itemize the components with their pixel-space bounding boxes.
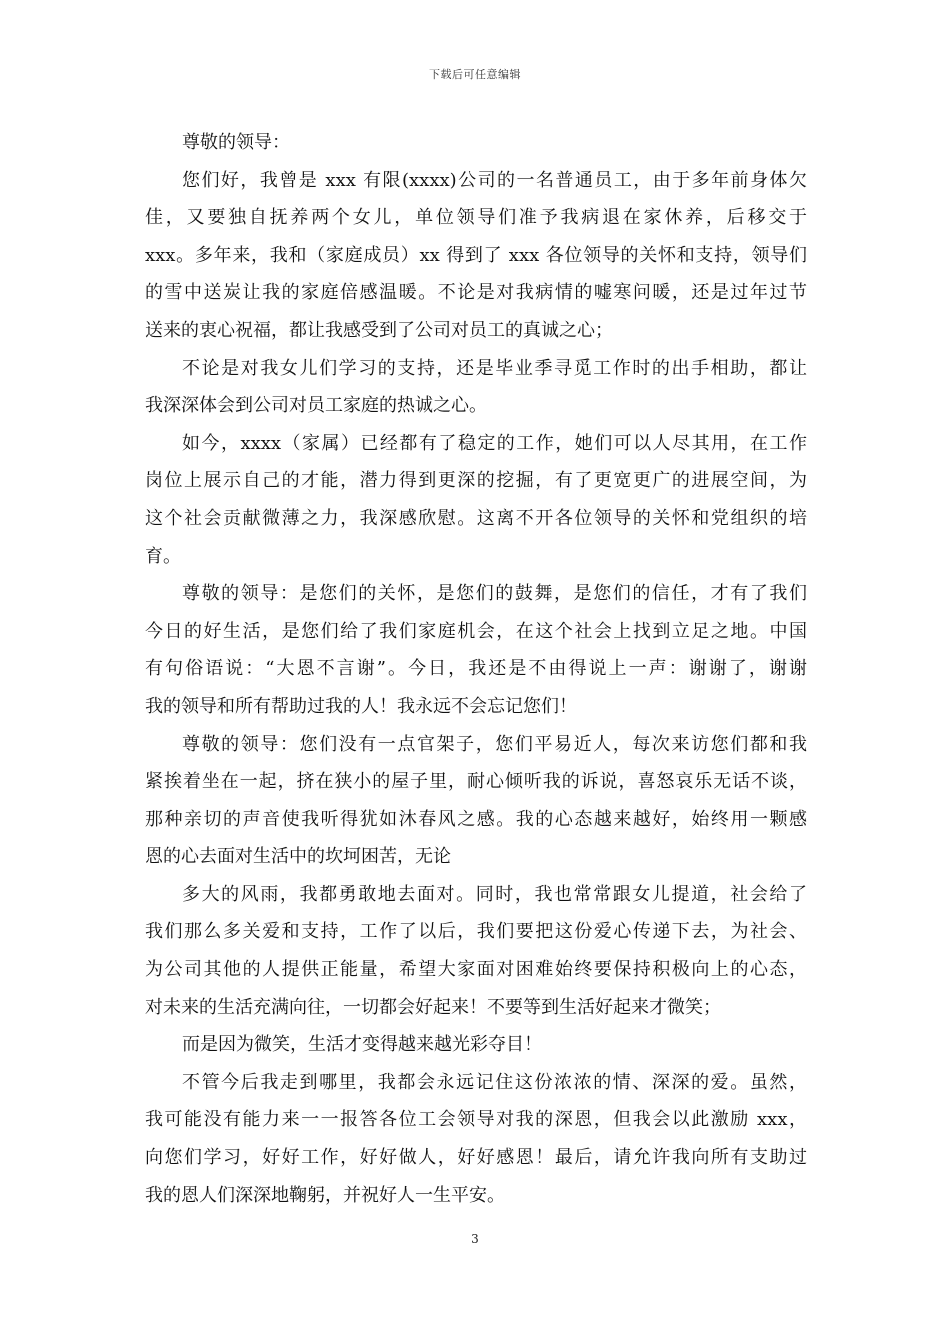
text-line: 我的领导和所有帮助过我的人！我永远不会忘记您们！ (145, 695, 577, 717)
text-line: 不论是对我女儿们学习的支持，还是毕业季寻觅工作时的出手相助，都让 (182, 357, 807, 379)
text-line: 这个社会贡献微薄之力，我深感欣慰。这离不开各位领导的关怀和党组织的培 (145, 507, 807, 529)
text-line: 我深深体会到公司对员工家庭的热诚之心。 (145, 395, 487, 417)
text-line: xxx。多年来，我和（家庭成员）xx 得到了 xxx 各位领导的关怀和支持，领导们 (145, 244, 807, 266)
text-line: 多大的风雨，我都勇敢地去面对。同时，我也常常跟女儿提道，社会给了 (182, 883, 807, 905)
text-line: 岗位上展示自己的才能，潜力得到更深的挖掘，有了更宽更广的进展空间，为 (145, 470, 807, 492)
text-line: 尊敬的领导：是您们的关怀，是您们的鼓舞，是您们的信任，才有了我们 (182, 583, 807, 605)
text-line: 有句俗语说：“大恩不言谢”。今日，我还是不由得说上一声：谢谢了，谢谢 (145, 658, 807, 680)
text-line: 您们好，我曾是 xxx 有限(xxxx)公司的一名普通员工，由于多年前身体欠 (182, 169, 807, 191)
text-line: 佳，又要独自抚养两个女儿，单位领导们准予我病退在家休养，后移交于 (145, 207, 807, 229)
text-line: 那种亲切的声音使我听得犹如沐春风之感。我的心态越来越好，始终用一颗感 (145, 808, 807, 830)
text-line: 的雪中送炭让我的家庭倍感温暖。不论是对我病情的嘘寒问暖，还是过年过节 (145, 282, 807, 304)
text-line: 我的恩人们深深地鞠躬，并祝好人一生平安。 (145, 1184, 505, 1206)
text-line: 恩的心去面对生活中的坎坷困苦，无论 (145, 846, 451, 868)
text-line: 而是因为微笑，生活才变得越来越光彩夺目！ (182, 1034, 542, 1056)
text-line: 紧挨着坐在一起，挤在狭小的屋子里，耐心倾听我的诉说，喜怒哀乐无话不谈， (145, 771, 807, 793)
text-line: 今日的好生活，是您们给了我们家庭机会，在这个社会上找到立足之地。中国 (145, 620, 807, 642)
text-line: 尊敬的领导：您们没有一点官架子，您们平易近人，每次来访您们都和我 (182, 733, 807, 755)
text-line: 我们那么多关爱和支持，工作了以后，我们要把这份爱心传递下去，为社会、 (145, 921, 807, 943)
letter-body (145, 124, 807, 1214)
text-line: 向您们学习，好好工作，好好做人，好好感恩！最后，请允许我向所有支助过 (145, 1147, 807, 1169)
text-line: 尊敬的领导： (182, 132, 290, 153)
text-line: 对未来的生活充满向往，一切都会好起来！不要等到生活好起来才微笑； (145, 996, 721, 1018)
text-line: 如今，xxxx（家属）已经都有了稳定的工作，她们可以人尽其用，在工作 (182, 432, 807, 454)
text-line: 不管今后我走到哪里，我都会永远记住这份浓浓的情、深深的爱。虽然， (182, 1071, 807, 1093)
page-number: 3 (471, 1232, 479, 1246)
text-line: 我可能没有能力来一一报答各位工会领导对我的深恩，但我会以此激励 xxx， (145, 1109, 807, 1131)
page-header: 下载后可任意编辑 (429, 68, 521, 81)
text-line: 为公司其他的人提供正能量，希望大家面对困难始终要保持积极向上的心态， (145, 959, 807, 981)
text-line: 育。 (145, 545, 181, 567)
text-line: 送来的衷心祝福，都让我感受到了公司对员工的真诚之心； (145, 319, 613, 341)
